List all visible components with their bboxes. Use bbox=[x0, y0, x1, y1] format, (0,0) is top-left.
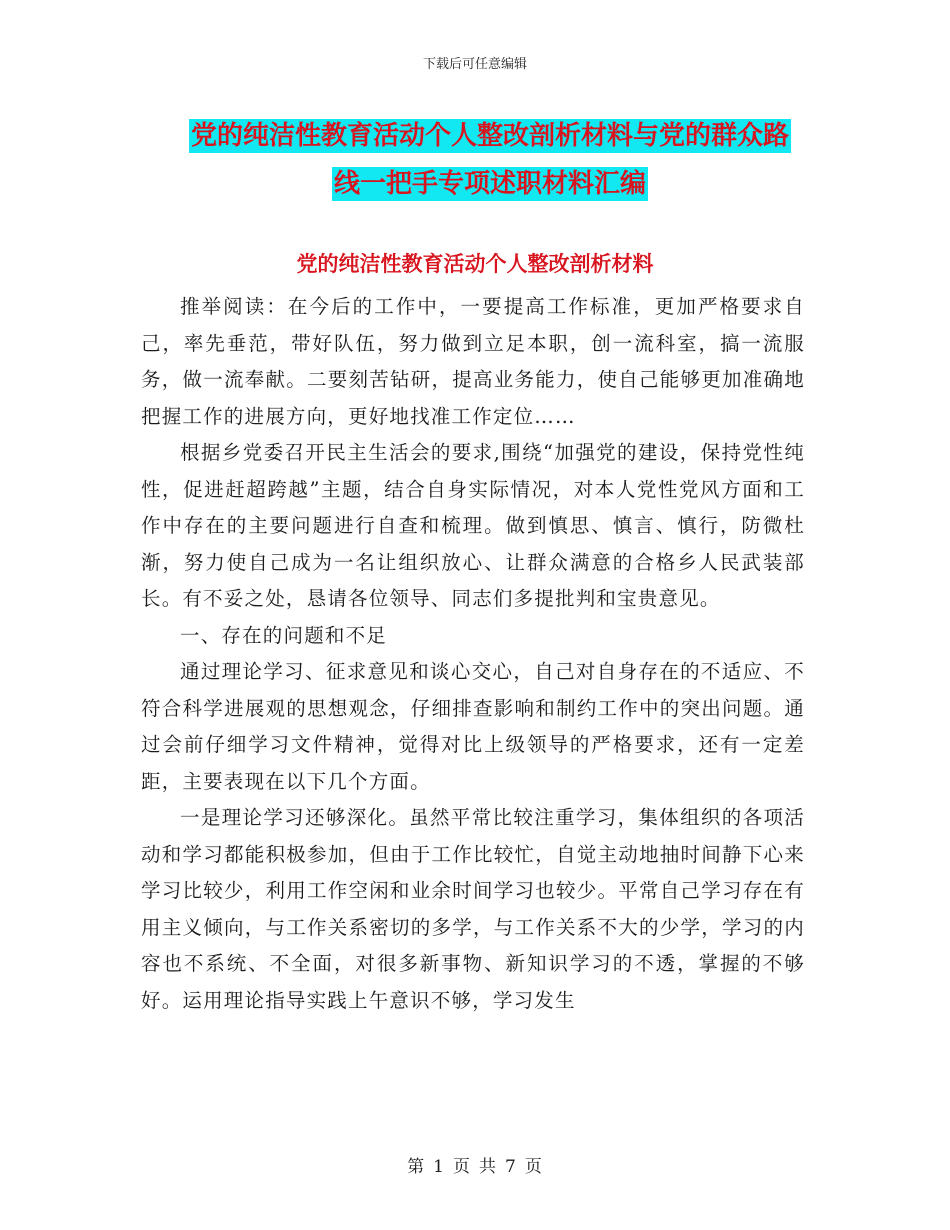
body-text bbox=[141, 289, 805, 1019]
footer-total-number: 7 bbox=[505, 1157, 517, 1177]
footer-total-label: 共 bbox=[479, 1157, 497, 1177]
header-note: 下载后可任意编辑 bbox=[422, 57, 527, 72]
footer-page-number: 1 bbox=[433, 1157, 445, 1177]
document-title-line-2: 线一把手专项述职材料汇编 bbox=[333, 169, 646, 199]
footer-page-unit: 页 bbox=[453, 1157, 471, 1177]
footer-total-unit: 页 bbox=[524, 1157, 543, 1177]
document-title bbox=[160, 112, 820, 208]
paragraph: 通过理论学习、征求意见和谈心交心，自己对自身存在的不适应、不符合科学进展观的思想观念，仔细排查影响和制约工作中的突出问题。通过会前仔细学习文件精神，觉得对比上级领导的严格要求，还有一定差距，主要表现在以下几个方面。 bbox=[141, 660, 805, 793]
paragraph: 推举阅读：在今后的工作中，一要提高工作标准，更加严格要求自己，率先垂范，带好队伍，努力做到立足本职，创一流科室，搞一流服务，做一流奉献。二要刻苦钻研，提高业务能力，使自己能够更加准确地把握工作的进展方向，更好地找准工作定位…… bbox=[141, 295, 805, 428]
section-title: 党的纯洁性教育活动个人整改剖析材料 bbox=[296, 252, 654, 276]
page-footer bbox=[0, 1152, 950, 1177]
paragraph-heading: 一、存在的问题和不足 bbox=[180, 623, 388, 647]
document-title-line-1: 党的纯洁性教育活动个人整改剖析材料与党的群众路 bbox=[190, 121, 789, 151]
paragraph: 一是理论学习还够深化。虽然平常比较注重学习，集体组织的各项活动和学习都能积极参加，但由于工作比较忙，自觉主动地抽时间静下心来学习比较少，利用工作空闲和业余时间学习也较少。平常自己学习存在有用主义倾向，与工作关系密切的多学，与工作关系不大的少学，学习的内容也不系统、不全面，对很多新事物、新知识学习的不透，掌握的不够好。运用理论指导实践上午意识不够，学习发生 bbox=[141, 806, 805, 1012]
footer-page-label: 第 bbox=[407, 1157, 426, 1177]
paragraph: 根据乡党委召开民主生活会的要求,围绕“加强党的建设，保持党性纯性，促进赶超跨越”主题，结合自身实际情况，对本人党性党风方面和工作中存在的主要问题进行自查和梳理。做到慎思、慎言、慎行，防微杜渐，努力使自己成为一名让组织放心、让群众满意的合格乡人民武装部长。有不妥之处，恳请各位领导、同志们多提批判和宝贵意见。 bbox=[141, 441, 805, 610]
